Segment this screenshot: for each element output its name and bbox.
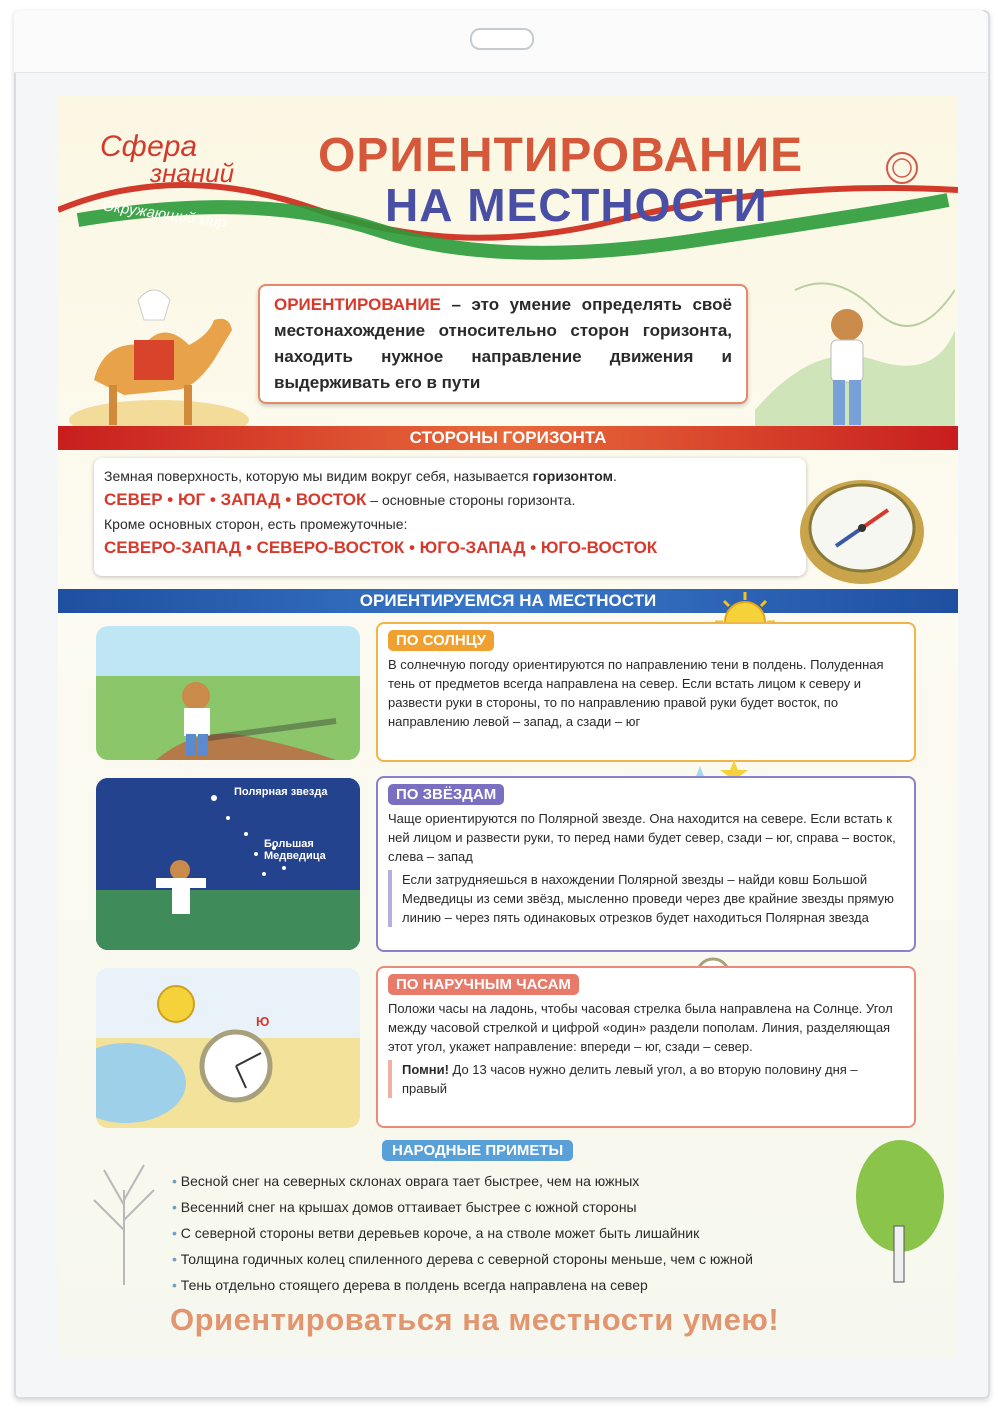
brand-line1: Сфера: [100, 130, 198, 163]
stars-label: ПО ЗВЁЗДАМ: [388, 784, 504, 805]
main-directions-note: – основные стороны горизонта.: [366, 492, 576, 508]
watch-card: [376, 966, 916, 1128]
stars-note: Если затрудняешься в нахождении Полярной звезды – найди ковш Большой Медведицы из семи звёзд, мысленно проведи через две крайние звезды прямую линию – через пять одинаковых отрезков будет находиться Полярная звезда: [388, 870, 904, 927]
compass-icon: [792, 470, 932, 590]
horizon-line3: Кроме основных сторон, есть промежуточные:: [104, 516, 408, 532]
camel-rider-illustration: [64, 250, 254, 440]
footer-slogan: Ориентироваться на местности умею!: [170, 1302, 780, 1337]
folk-signs-list: [172, 1168, 872, 1298]
brand-line2: знаний: [150, 158, 235, 188]
main-directions: СЕВЕР • ЮГ • ЗАПАД • ВОСТОК: [104, 490, 367, 509]
title-line2: НА МЕСТНОСТИ: [385, 179, 768, 231]
watch-illustration: [96, 968, 360, 1128]
stars-text: Чаще ориентируются по Полярной звезде. Она находится на севере. Если встать к ней лицом и развести руки, то перед нами будет север, сзади – юг, справа – восток, слева – запад: [388, 811, 896, 864]
watch-label: ПО НАРУЧНЫМ ЧАСАМ: [388, 974, 579, 995]
subject-label: Окружающий мир: [101, 197, 228, 232]
folk-sign-item: • Весной снег на северных склонах оврага тает быстрее, чем на южных: [172, 1168, 872, 1194]
definition-box: [258, 284, 748, 404]
south-label: Ю: [256, 1014, 270, 1029]
watch-note: [388, 1060, 904, 1098]
sun-text: В солнечную погоду ориентируются по направлению тени в полдень. Полуденная тень от предметов всегда направлена на север. Если встать лицом к северу и развести руки в стороны, то по направлению правой руки будет восток, по направлению левой – запад, а сзади – юг: [388, 657, 884, 729]
horizon-term: горизонтом: [532, 468, 613, 484]
folk-sign-item: • Весенний снег на крышах домов оттаивает быстрее с южной стороны: [172, 1194, 872, 1220]
folk-sign-item: • Тень отдельно стоящего дерева в полдень всегда направлена на север: [172, 1272, 872, 1298]
sun-illustration: [96, 626, 360, 760]
bare-tree-illustration: [74, 1150, 174, 1290]
horizon-line1-text: Земная поверхность, которую мы видим вокруг себя, называется: [104, 468, 533, 484]
definition-text: – это умение определять своё местонахождение относительно сторон горизонта, находить нужное направление движения и выдерживать его в пути: [274, 295, 732, 392]
horizon-line1: Земная поверхность, которую мы видим вокруг себя, называется горизонтом.: [104, 468, 617, 484]
watch-text: Положи часы на ладонь, чтобы часовая стрелка была направлена на Солнце. Угол между часовой стрелкой и цифрой «один» раздели пополам. Линия, разделяющая этот угол, укажет направление: впереди – юг, сзади – север.: [388, 1001, 893, 1054]
boy-landscape-illustration: [755, 250, 955, 440]
folk-sign-item: • Толщина годичных колец спиленного дерева с северной стороны меньше, чем с южной: [172, 1246, 872, 1272]
stars-illustration: [96, 778, 360, 950]
intermediate-directions: СЕВЕРО-ЗАПАД • СЕВЕРО-ВОСТОК • ЮГО-ЗАПАД • ЮГО-ВОСТОК: [104, 538, 658, 557]
folk-sign-item: • С северной стороны ветви деревьев короче, а на стволе может быть лишайник: [172, 1220, 872, 1246]
polar-star-label: Полярная звезда: [234, 786, 328, 798]
folk-signs-label: НАРОДНЫЕ ПРИМЕТЫ: [382, 1140, 573, 1161]
big-dipper-label: Большая Медведица: [264, 838, 326, 862]
stars-card: [376, 776, 916, 952]
watch-note-text: До 13 часов нужно делить левый угол, а во вторую половину дня – правый: [402, 1062, 858, 1096]
section-heading-horizon: СТОРОНЫ ГОРИЗОНТА: [58, 426, 958, 450]
emblem-icon: [884, 150, 920, 186]
section-heading-orienting: ОРИЕНТИРУЕМСЯ НА МЕСТНОСТИ: [58, 589, 958, 613]
hanging-hole: [470, 28, 534, 50]
horizon-box: [94, 458, 806, 576]
definition-term: ОРИЕНТИРОВАНИЕ: [274, 295, 441, 314]
horizon-line2: [104, 488, 796, 512]
sun-label: ПО СОЛНЦУ: [388, 630, 494, 651]
sun-card: [376, 622, 916, 762]
watch-note-bold: Помни!: [402, 1062, 449, 1077]
title-line1: ОРИЕНТИРОВАНИЕ: [318, 129, 804, 182]
